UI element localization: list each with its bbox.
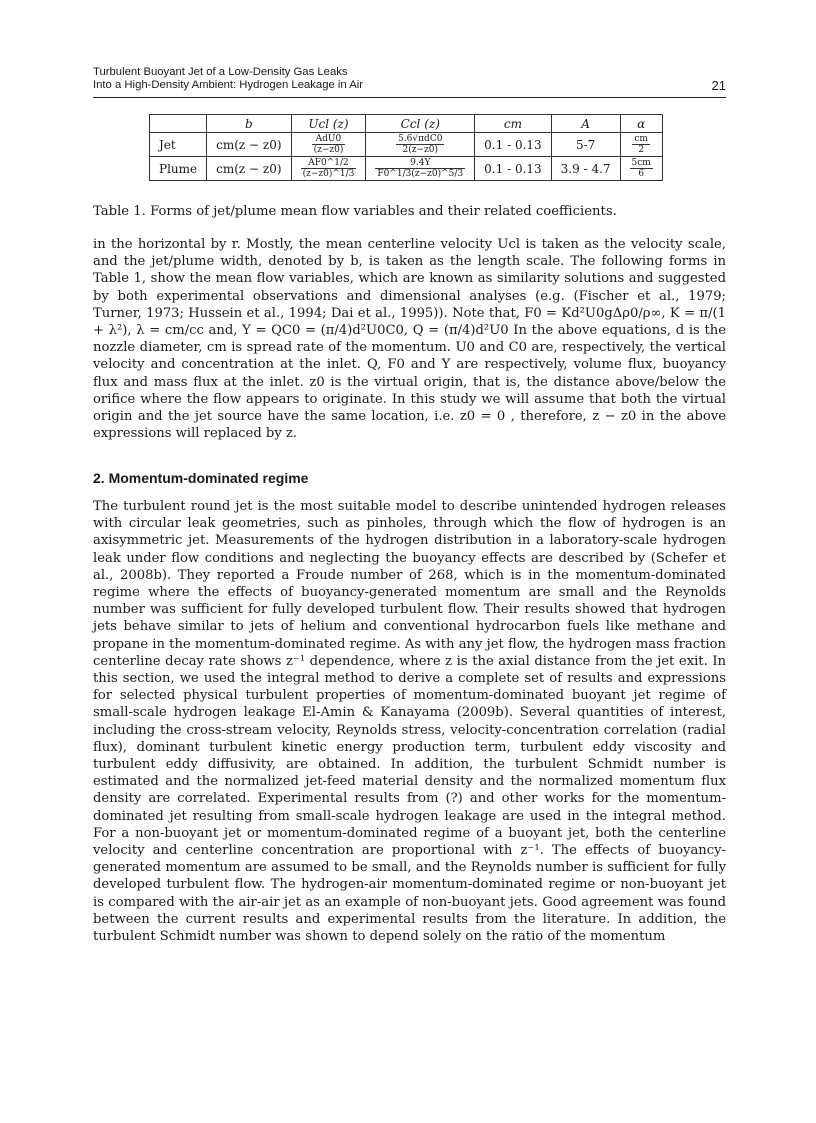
paragraph-2: The turbulent round jet is the most suitable model to describe unintended hydrogen releases with circular leak geometries, such as pinholes, through which the flow of hydrogen is an axisymmetric jet. Measurements of the hydrogen distribution in a laboratory-scale hydrogen leak under flow conditions and neglecting the buoyancy effects are described by (Schefer et al., 2008b). They reported a Froude number of 268, which is in the momentum-dominated regime where the effects of buoyancy-generated momentum are small and the Reynolds number was sufficient for fully developed turbulent flow. Their results showed that hydrogen jets behave similar to jets of helium and conventional hydrocarbon fuels like methane and propane in the momentum-dominated regime. As with any jet flow, the hydrogen mass fraction centerline decay rate shows z⁻¹ dependence, where z is the axial distance from the jet exit. In this section, we used the integral method to derive a complete set of results and expressions for selected physical turbulent properties of momentum-dominated buoyant jet regime of small-scale hydrogen leakage El-Amin & Kanayama (2009b). Several quantities of interest, including the cross-stream velocity, Reynolds stress, velocity-concentration correlation (radial flux), dominant turbulent kinetic energy production term, turbulent eddy viscosity and turbulent eddy diffusivity, are obtained. In addition, the turbulent Schmidt number is estimated and the normalized jet-feed material density and the normalized momentum flux density are correlated. Experimental results from (?) and other works for the momentum-dominated jet resulting from small-scale hydrogen leakage are used in the integral method. For a non-buoyant jet or momentum-dominated regime of a buoyant jet, both the centerline velocity and centerline concentration are proportional with z⁻¹. The effects of buoyancy-generated momentum are assumed to be small, and the Reynolds number is sufficient for fully developed turbulent flow. The hydrogen-air momentum-dominated regime or non-buoyant jet is compared with the air-air jet as an example of non-buoyant jets. Good agreement was found between the current results and experimental results from the literature. In addition, the turbulent Schmidt number was shown to depend solely on the ratio of the momentum xyxy=(93,499,726,945)
alpha-numerator: cm xyxy=(634,134,648,144)
running-header xyxy=(93,66,726,92)
row-label: Jet xyxy=(150,133,207,157)
cell-a: 3.9 - 4.7 xyxy=(551,157,620,181)
cell-ccl xyxy=(366,133,475,157)
cell-a: 5-7 xyxy=(551,133,620,157)
cell-ccl xyxy=(366,157,475,181)
table-1 xyxy=(149,114,663,181)
col-header-a: A xyxy=(551,115,620,133)
cell-ucl xyxy=(291,157,366,181)
cell-cm: 0.1 - 0.13 xyxy=(475,133,552,157)
header-rule xyxy=(93,97,726,98)
cell-cm: 0.1 - 0.13 xyxy=(475,157,552,181)
col-header-cm: cm xyxy=(475,115,552,133)
alpha-denominator: 2 xyxy=(638,145,645,155)
cell-b: cm(z − z0) xyxy=(207,157,291,181)
ucl-denominator: (z−z0) xyxy=(313,145,344,155)
ucl-numerator: AF0^1/2 xyxy=(301,158,357,169)
ccl-numerator: 9.4Y xyxy=(375,158,465,169)
ccl-denominator: F0^1/3(z−z0)^5/3 xyxy=(377,169,464,179)
row-label: Plume xyxy=(150,157,207,181)
paragraph-1: in the horizontal by r. Mostly, the mean centerline velocity Ucl is taken as the velocity scale, and the jet/plume width, denoted by b, is taken as the length scale. The following forms in Table 1, show the mean flow variables, which are known as similarity solutions and suggested by both experimental observations and dimensional analyses (e.g. (Fischer et al., 1979; Turner, 1973; Hussein et al., 1994; Dai et al., 1995)). Note that, F0 = Kd²U0gΔρ0/ρ∞, K = π/(1 + λ²), λ = cm/cc and, Y = QC0 = (π/4)d²U0C0, Q = (π/4)d²U0 In the above equations, d is the nozzle diameter, cm is spread rate of the momentum. U0 and C0 are, respectively, the vertical velocity and concentration at the inlet. Q, F0 and Y are respectively, volume flux, buoyancy flux and mass flux at the inlet. z0 is the virtual origin, that is, the distance above/below the orifice where the flow appears to originate. In this study we will assume that both the virtual origin and the jet source have the same location, i.e. z0 = 0 , therefore, z − z0 in the above expressions will replaced by z. xyxy=(93,237,726,442)
table-corner-cell xyxy=(150,115,207,133)
header-title-line1: Turbulent Buoyant Jet of a Low-Density Gas Leaks xyxy=(93,66,348,78)
col-header-b: b xyxy=(207,115,291,133)
page-number: 21 xyxy=(711,78,726,93)
table-row-jet xyxy=(150,133,663,157)
ccl-denominator: 2(z−z0) xyxy=(402,145,439,155)
cell-ucl xyxy=(291,133,366,157)
section-heading: 2. Momentum-dominated regime xyxy=(93,470,309,486)
ccl-numerator: 5.6√πdC0 xyxy=(398,134,443,144)
alpha-denominator: 6 xyxy=(638,169,645,179)
cell-b: cm(z − z0) xyxy=(207,133,291,157)
table-caption: Table 1. Forms of jet/plume mean flow variables and their related coefficients. xyxy=(93,204,617,219)
table-row-plume xyxy=(150,157,663,181)
cell-alpha xyxy=(620,133,662,157)
col-header-ccl: Ccl (z) xyxy=(366,115,475,133)
col-header-alpha: α xyxy=(620,115,662,133)
header-title-line2: Into a High-Density Ambient: Hydrogen Leakage in Air xyxy=(93,79,364,91)
cell-alpha xyxy=(620,157,662,181)
alpha-numerator: 5cm xyxy=(631,158,651,168)
table-header-row xyxy=(150,115,663,133)
ucl-numerator: AdU0 xyxy=(312,134,346,145)
col-header-ucl: Ucl (z) xyxy=(291,115,366,133)
ucl-denominator: (z−z0)^1/3 xyxy=(302,169,355,179)
